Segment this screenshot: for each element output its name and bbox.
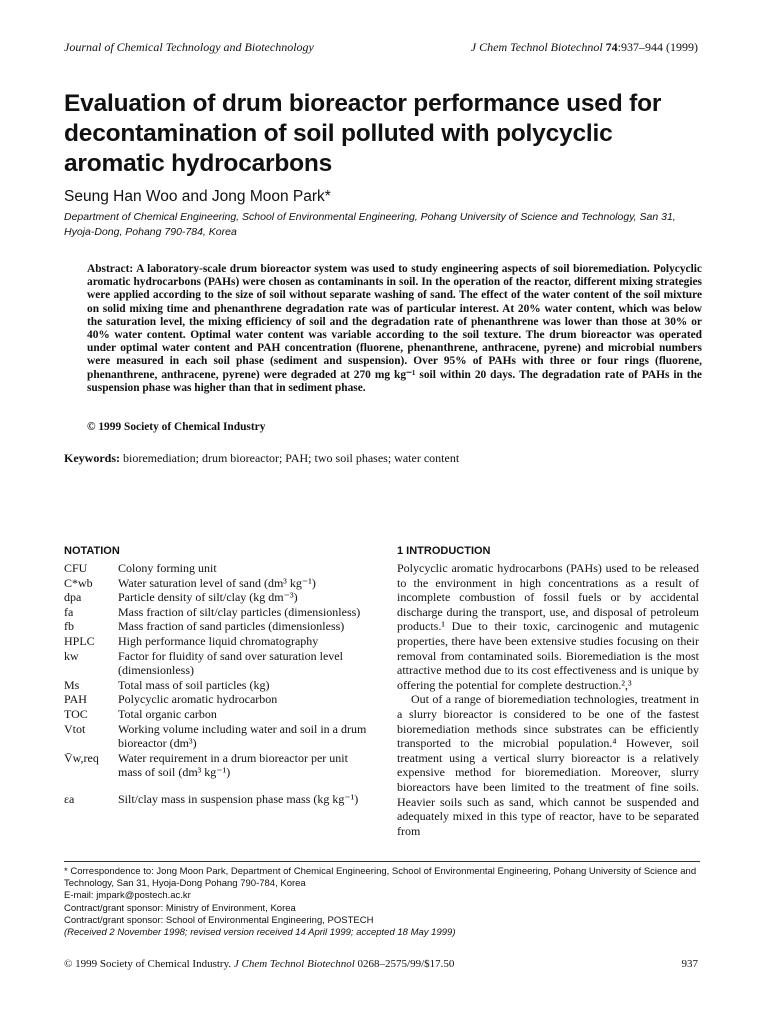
affiliation: Department of Chemical Engineering, School of Environmental Engineering, Pohang University of Science and Technology, San 31, Hyoja-Dong, Pohang 790-784, Korea — [64, 211, 676, 238]
authors: Seung Han Woo and Jong Moon Park* — [64, 188, 331, 205]
notation-definition: Colony forming unit — [118, 561, 217, 575]
sponsor-note: Contract/grant sponsor: Ministry of Environment, Korea — [64, 902, 296, 914]
keywords — [64, 451, 459, 466]
citation-journal: J Chem Technol Biotechnol — [470, 40, 603, 54]
notation-definition: Mass fraction of sand particles (dimensionless) — [118, 619, 345, 634]
footer-citation — [64, 958, 454, 970]
abstract: Abstract: A laboratory-scale drum bioreactor system was used to study engineering aspects of soil bioremediation. Polycyclic aromatic hydrocarbons (PAHs) were chosen as contaminants in soil. In the operation of the reactor, different mixing strategies were applied according to the size of soil without separate washing of sand. The effect of the water content of the soil mixture on solid mixing time and phenanthrene degradation rate was of particular interest. At 20% water content, which was below the saturation level, the mixing efficiency of soil and the degradation rate of phenanthrene was lower than those at 30% or 40% water content. Optimal water content was variable according to the soil texture. The drum bioreactor was operated under optimal water content and PAH concentration (fluorene, phenanthrene, anthracene, pyrene) and microbial numbers were measured in each soil phase (sediment and suspension). Over 95% of PAHs with three or four rings (fluorene, phenanthrene, anthracene, pyrene) were degraded at 270 mg kg⁻¹ soil within 20 days. The degradation rate of PAHs in the suspension phase was higher than that in sediment phase. — [87, 263, 702, 394]
notation-symbol: fb — [64, 619, 74, 634]
notation-symbol: V̄w,req — [64, 750, 99, 765]
notation-entry — [64, 605, 372, 620]
notation-definition: Mass fraction of silt/clay particles (dimensionless) — [118, 604, 361, 619]
notation-symbol: HPLC — [64, 633, 95, 648]
notation-symbol: kw — [64, 648, 79, 663]
introduction-paragraph: Out of a range of bioremediation technologies, treatment in a slurry bioreactor is considered to be one of the fastest bioremediation methods since substrates can be efficiently transported to the microbial population.⁴ However, soil treatment using a vertical slurry bioreactor is a relatively expensive method for bioremediation. Moreover, slurry bioreactors have been limited to the treatment of fine soils. Heavier soils such as sand, which cannot be suspended and adequately mixed in this type of reactor, have to be separated from — [397, 692, 699, 838]
journal-name: Journal of Chemical Technology and Biotechnology — [64, 40, 314, 54]
keywords-list: bioremediation; drum bioreactor; PAH; two soil phases; water content — [123, 451, 460, 465]
notation-entry — [64, 722, 372, 751]
notation-definition: Silt/clay mass in suspension phase mass (kg kg⁻¹) — [118, 791, 359, 806]
footer-issn: 0268–2575/99/$17.50 — [357, 958, 455, 970]
notation-symbol: fa — [64, 604, 74, 619]
notation-entry — [64, 576, 372, 591]
notation-entry — [64, 649, 372, 678]
notation-symbol: Vtot — [64, 721, 86, 736]
notation-entry — [64, 619, 372, 634]
article-title: Evaluation of drum bioreactor performance used for decontamination of soil polluted with polycyclic aromatic hydrocarbons — [64, 90, 662, 177]
notation-entry — [64, 751, 372, 780]
notation-definition: Polycyclic aromatic hydrocarbon — [118, 692, 278, 707]
citation-pages: :937–944 (1999) — [617, 40, 698, 54]
footer-copyright: © 1999 Society of Chemical Industry. — [64, 958, 232, 970]
notation-entry — [64, 590, 372, 605]
notation-definition: High performance liquid chromatography — [118, 633, 319, 648]
introduction-paragraph: Polycyclic aromatic hydrocarbons (PAHs) used to be released to the environment in high concentrations as a result of incomplete combustion of fossil fuels or by accidental discharge during the transport, use, and disposal of petroleum products.¹ Due to their toxic, carcinogenic and mutagenic properties, there have been extensive studies focusing on their removal from contaminated soils. Bioremediation is the most attractive method due to its cost effectiveness and is unique by offering the potential for complete destruction.²,³ — [397, 561, 699, 692]
notation-symbol: C*wb — [64, 575, 93, 590]
notation-definition: Total mass of soil particles (kg) — [118, 677, 270, 692]
notation-definition: Working volume including water and soil in a drum bioreactor (dm³) — [118, 721, 367, 751]
notation-symbol: dpa — [64, 590, 82, 605]
page-number: 937 — [681, 958, 698, 970]
footer-journal: J Chem Technol Biotechnol — [233, 958, 355, 970]
introduction-section — [397, 545, 699, 838]
notation-entry — [64, 678, 372, 693]
citation-volume: 74 — [605, 40, 618, 54]
email-note: E-mail: jmpark@postech.ac.kr — [64, 890, 191, 902]
notation-symbol: CFU — [64, 561, 88, 575]
notation-definition: Particle density of silt/clay (kg dm⁻³) — [118, 590, 298, 605]
sponsor-note: Contract/grant sponsor: School of Environmental Engineering, POSTECH — [64, 914, 374, 926]
notation-entry — [64, 692, 372, 707]
keywords-label: Keywords: — [64, 451, 120, 465]
notation-definition: Water requirement in a drum bioreactor per unit mass of soil (dm³ kg⁻¹) — [118, 750, 348, 780]
notation-definition: Water saturation level of sand (dm³ kg⁻¹) — [118, 575, 316, 590]
notation-entry — [64, 707, 372, 722]
notation-definition: Total organic carbon — [118, 706, 217, 721]
notation-symbol: PAH — [64, 692, 87, 707]
notation-entry — [64, 634, 372, 649]
notation-section — [64, 545, 372, 807]
correspondence-note: * Correspondence to: Jong Moon Park, Department of Chemical Engineering, School of Environmental Engineering, Pohang University of Science and Technology, San 31, Hyoja-Dong Pohang 790-784, Korea — [64, 866, 697, 890]
footnote-divider — [64, 861, 700, 862]
notation-symbol: εa — [64, 791, 75, 806]
introduction-heading: 1 INTRODUCTION — [397, 545, 491, 557]
notation-heading: NOTATION — [64, 545, 120, 557]
notation-list — [64, 561, 372, 807]
footnotes — [64, 866, 704, 939]
notation-entry — [64, 561, 372, 576]
citation — [471, 40, 698, 55]
abstract-copyright: © 1999 Society of Chemical Industry — [87, 421, 266, 433]
notation-symbol: TOC — [64, 706, 88, 721]
notation-entry — [64, 792, 372, 807]
notation-symbol: Ms — [64, 677, 80, 692]
received-dates: (Received 2 November 1998; revised version received 14 April 1999; accepted 18 May 1999) — [64, 927, 456, 939]
notation-definition: Factor for fluidity of sand over saturation level (dimensionless) — [118, 648, 343, 678]
